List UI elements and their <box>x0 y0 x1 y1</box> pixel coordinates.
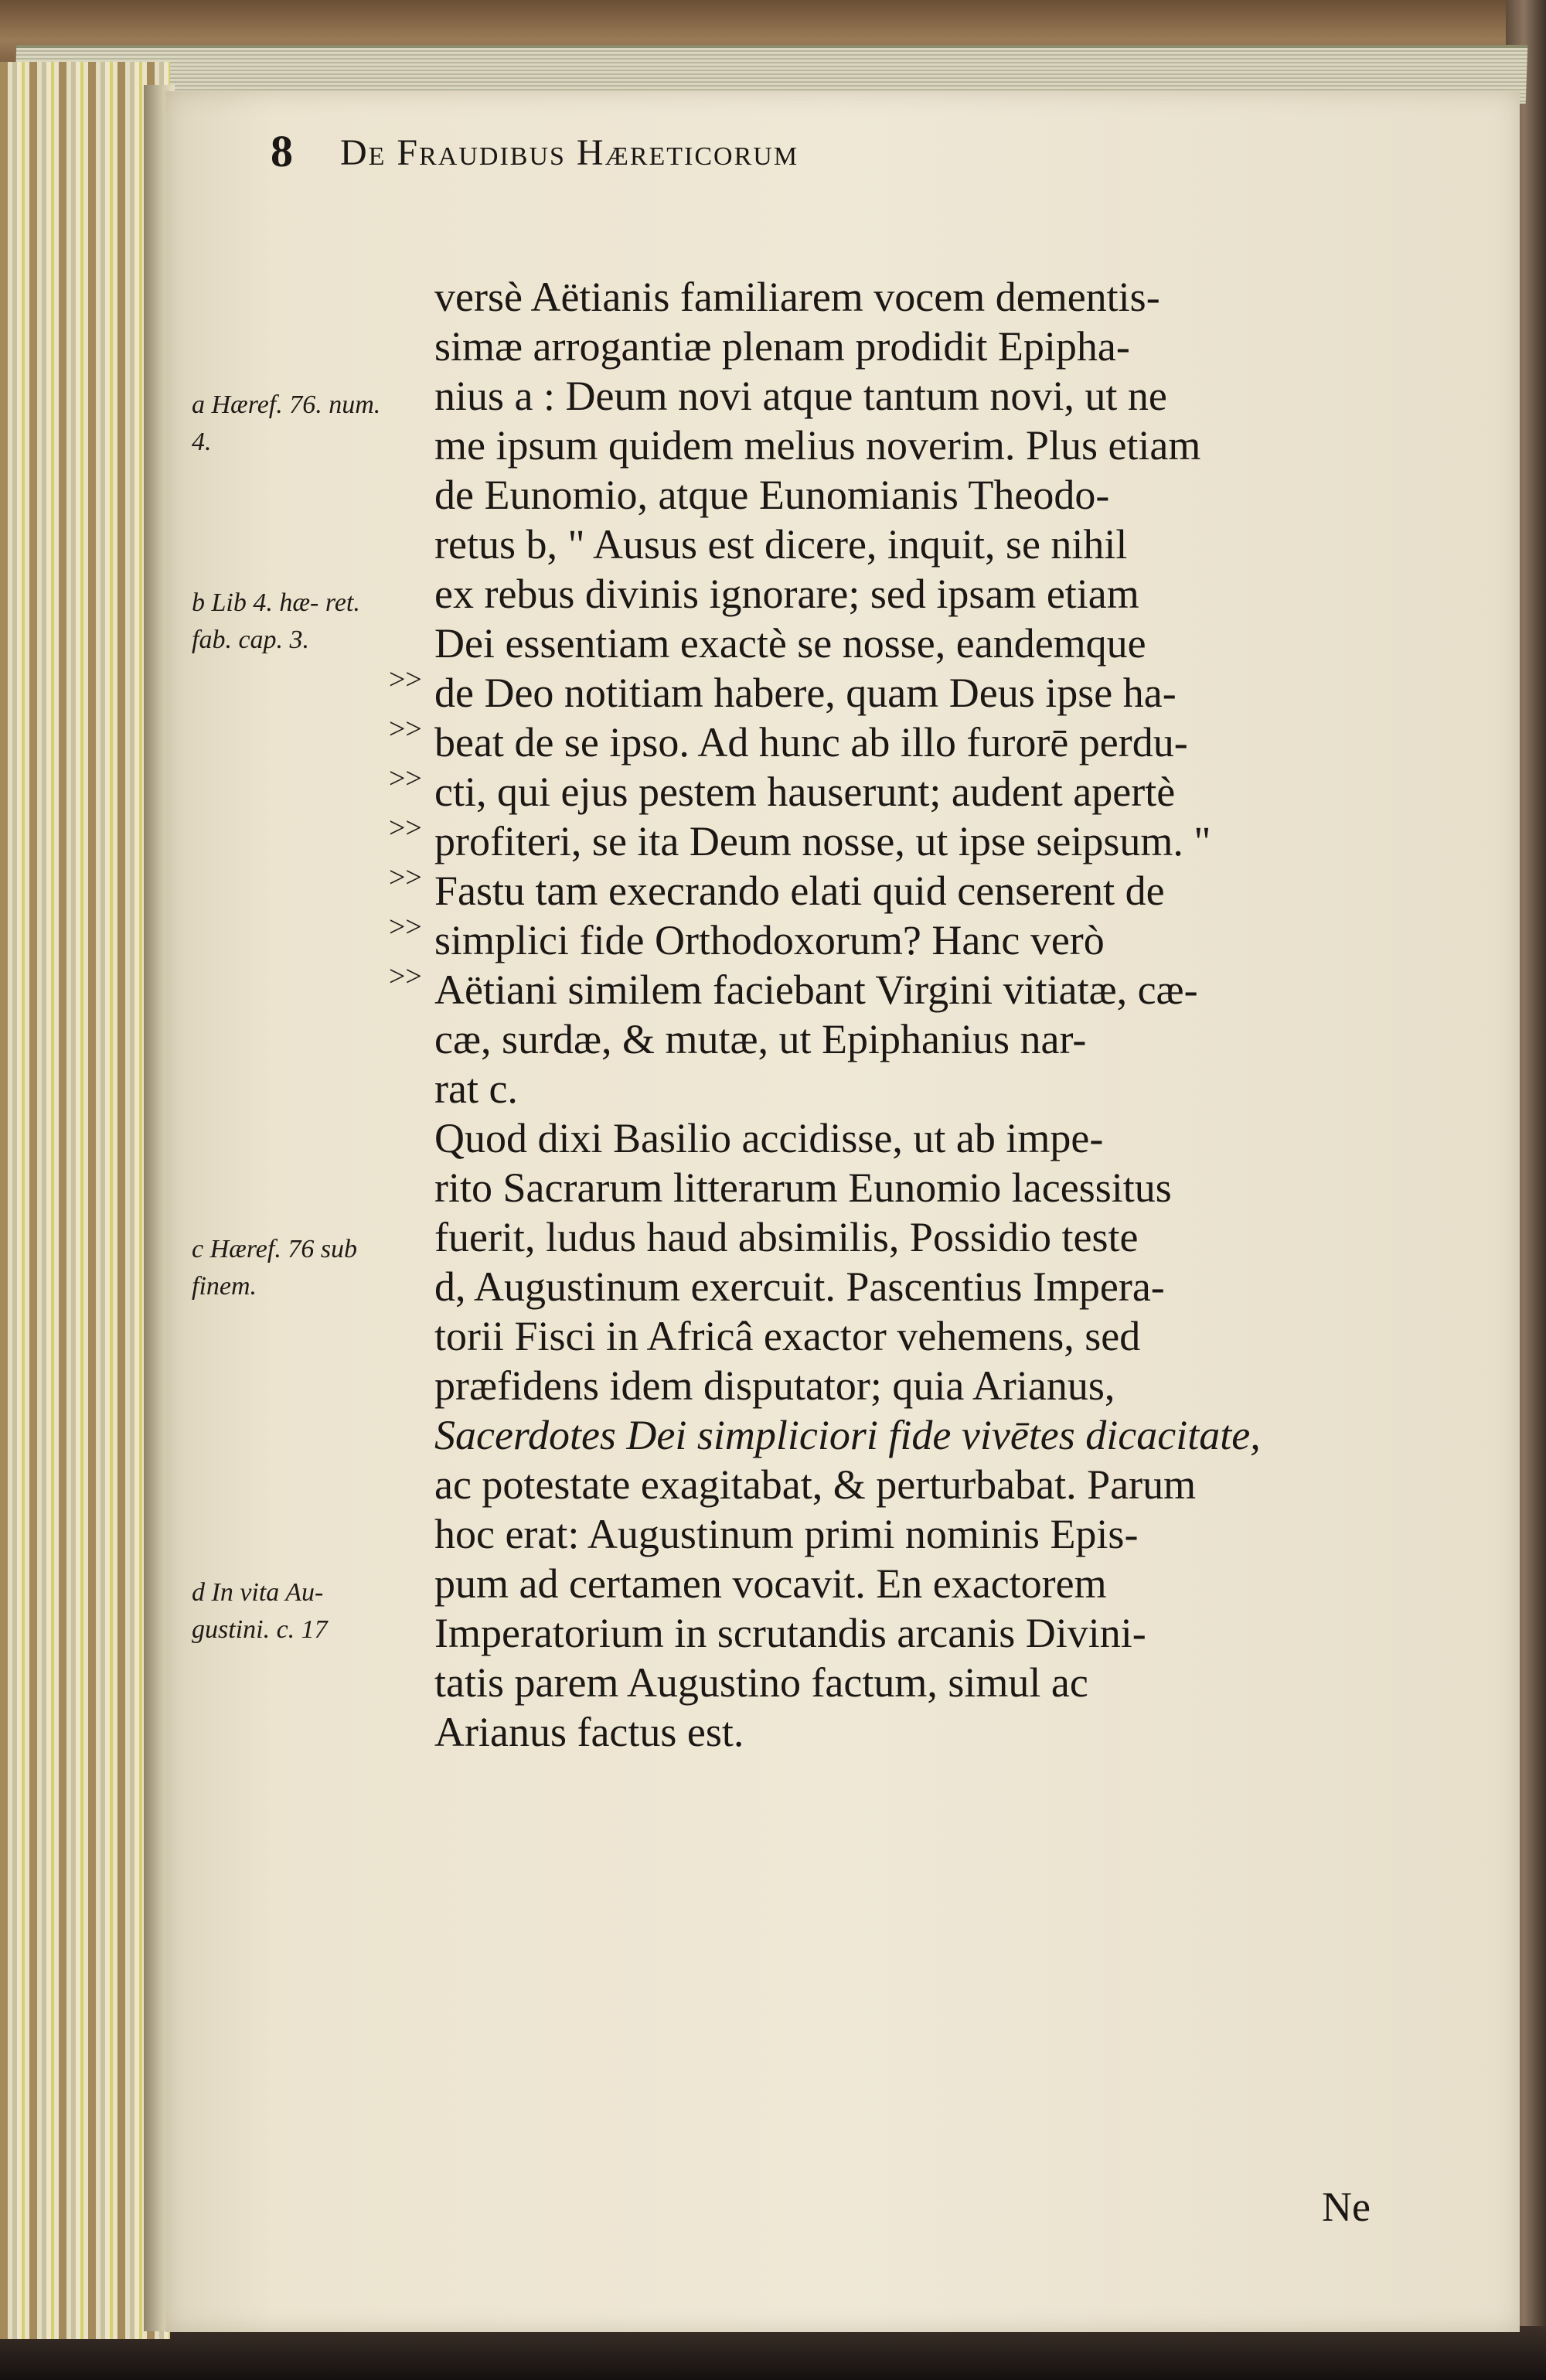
text-line: Aëtiani similem faciebant Virgini vitiatæ, cæ- <box>434 967 1198 1013</box>
text-line: ac potestate exagitabat, & perturbabat. Parum <box>434 1461 1197 1508</box>
text-line: Imperatorium in scrutandis arcanis Divini- <box>434 1610 1146 1656</box>
text-line: ex rebus divinis ignorare; sed ipsam etiam <box>434 571 1139 617</box>
text-line: hoc erat: Augustinum primi nominis Epis- <box>434 1511 1139 1557</box>
text-line: præfidens idem disputator; quia Arianus, <box>434 1362 1115 1409</box>
text-line: simæ arrogantiæ plenam prodidit Epipha- <box>434 323 1130 370</box>
text-line: nius a : Deum novi atque tantum novi, ut ne <box>434 373 1167 419</box>
text-line: cæ, surdæ, & mutæ, ut Epiphanius nar- <box>434 1016 1087 1062</box>
text-line: cti, qui ejus pestem hauserunt; audent apertè <box>434 769 1176 815</box>
text-line: versè Aëtianis familiarem vocem dementis- <box>434 274 1160 320</box>
quotation-mark: >> <box>389 960 422 993</box>
text-line: de Deo notitiam habere, quam Deus ipse ha- <box>434 670 1177 716</box>
text-line: tatis parem Augustino factum, simul ac <box>434 1659 1088 1706</box>
quotation-mark: >> <box>389 762 422 795</box>
text-line: Quod dixi Basilio accidisse, ut ab impe- <box>434 1115 1104 1161</box>
quotation-mark: >> <box>389 713 422 745</box>
text-line: d, Augustinum exercuit. Pascentius Impera- <box>434 1263 1165 1310</box>
text-line: me ipsum quidem melius noverim. Plus etiam <box>434 422 1201 469</box>
quotation-mark: >> <box>389 911 422 943</box>
text-line: retus b, " Ausus est dicere, inquit, se nihil <box>434 521 1128 568</box>
text-line: rat c. <box>434 1066 518 1112</box>
text-line: profiteri, se ita Deum nosse, ut ipse seipsum. " <box>434 818 1211 864</box>
text-line: Sacerdotes Dei simpliciori fide vivētes dicacitate, <box>434 1412 1261 1458</box>
text-line: pum ad certamen vocavit. En exactorem <box>434 1560 1107 1607</box>
marginal-note-a: a Hæref. 76. num. 4. <box>192 390 381 456</box>
text-line: Dei essentiam exactè se nosse, eandemque <box>434 620 1146 667</box>
running-head <box>271 125 1469 187</box>
text-line: rito Sacrarum litterarum Eunomio lacessitus <box>434 1164 1172 1211</box>
page-number: 8 <box>271 126 293 176</box>
text-line: Arianus factus est. <box>434 1709 744 1755</box>
quotation-mark: >> <box>389 861 422 894</box>
text-line: simplici fide Orthodoxorum? Hanc verò <box>434 917 1105 963</box>
running-title: De Fraudibus Hæreticorum <box>340 132 799 173</box>
text-line: torii Fisci in Africâ exactor vehemens, sed <box>434 1313 1141 1359</box>
marginal-note-d: d In vita Au- gustini. c. 17 <box>192 1578 328 1644</box>
quotation-mark: >> <box>389 812 422 844</box>
catchword: Ne <box>1322 2184 1371 2230</box>
marginal-note-c: c Hæref. 76 sub finem. <box>192 1235 358 1301</box>
text-line: fuerit, ludus haud absimilis, Possidio teste <box>434 1214 1139 1260</box>
quotation-mark: >> <box>389 663 422 696</box>
marginal-note-b: b Lib 4. hæ- ret. fab. cap. 3. <box>192 588 360 654</box>
text-line: beat de se ipso. Ad hunc ab illo furorē perdu- <box>434 719 1188 765</box>
text-line: de Eunomio, atque Eunomianis Theodo- <box>434 472 1110 518</box>
desk-bottom <box>0 2326 1546 2380</box>
text-line: Fastu tam execrando elati quid censerent de <box>434 868 1165 914</box>
